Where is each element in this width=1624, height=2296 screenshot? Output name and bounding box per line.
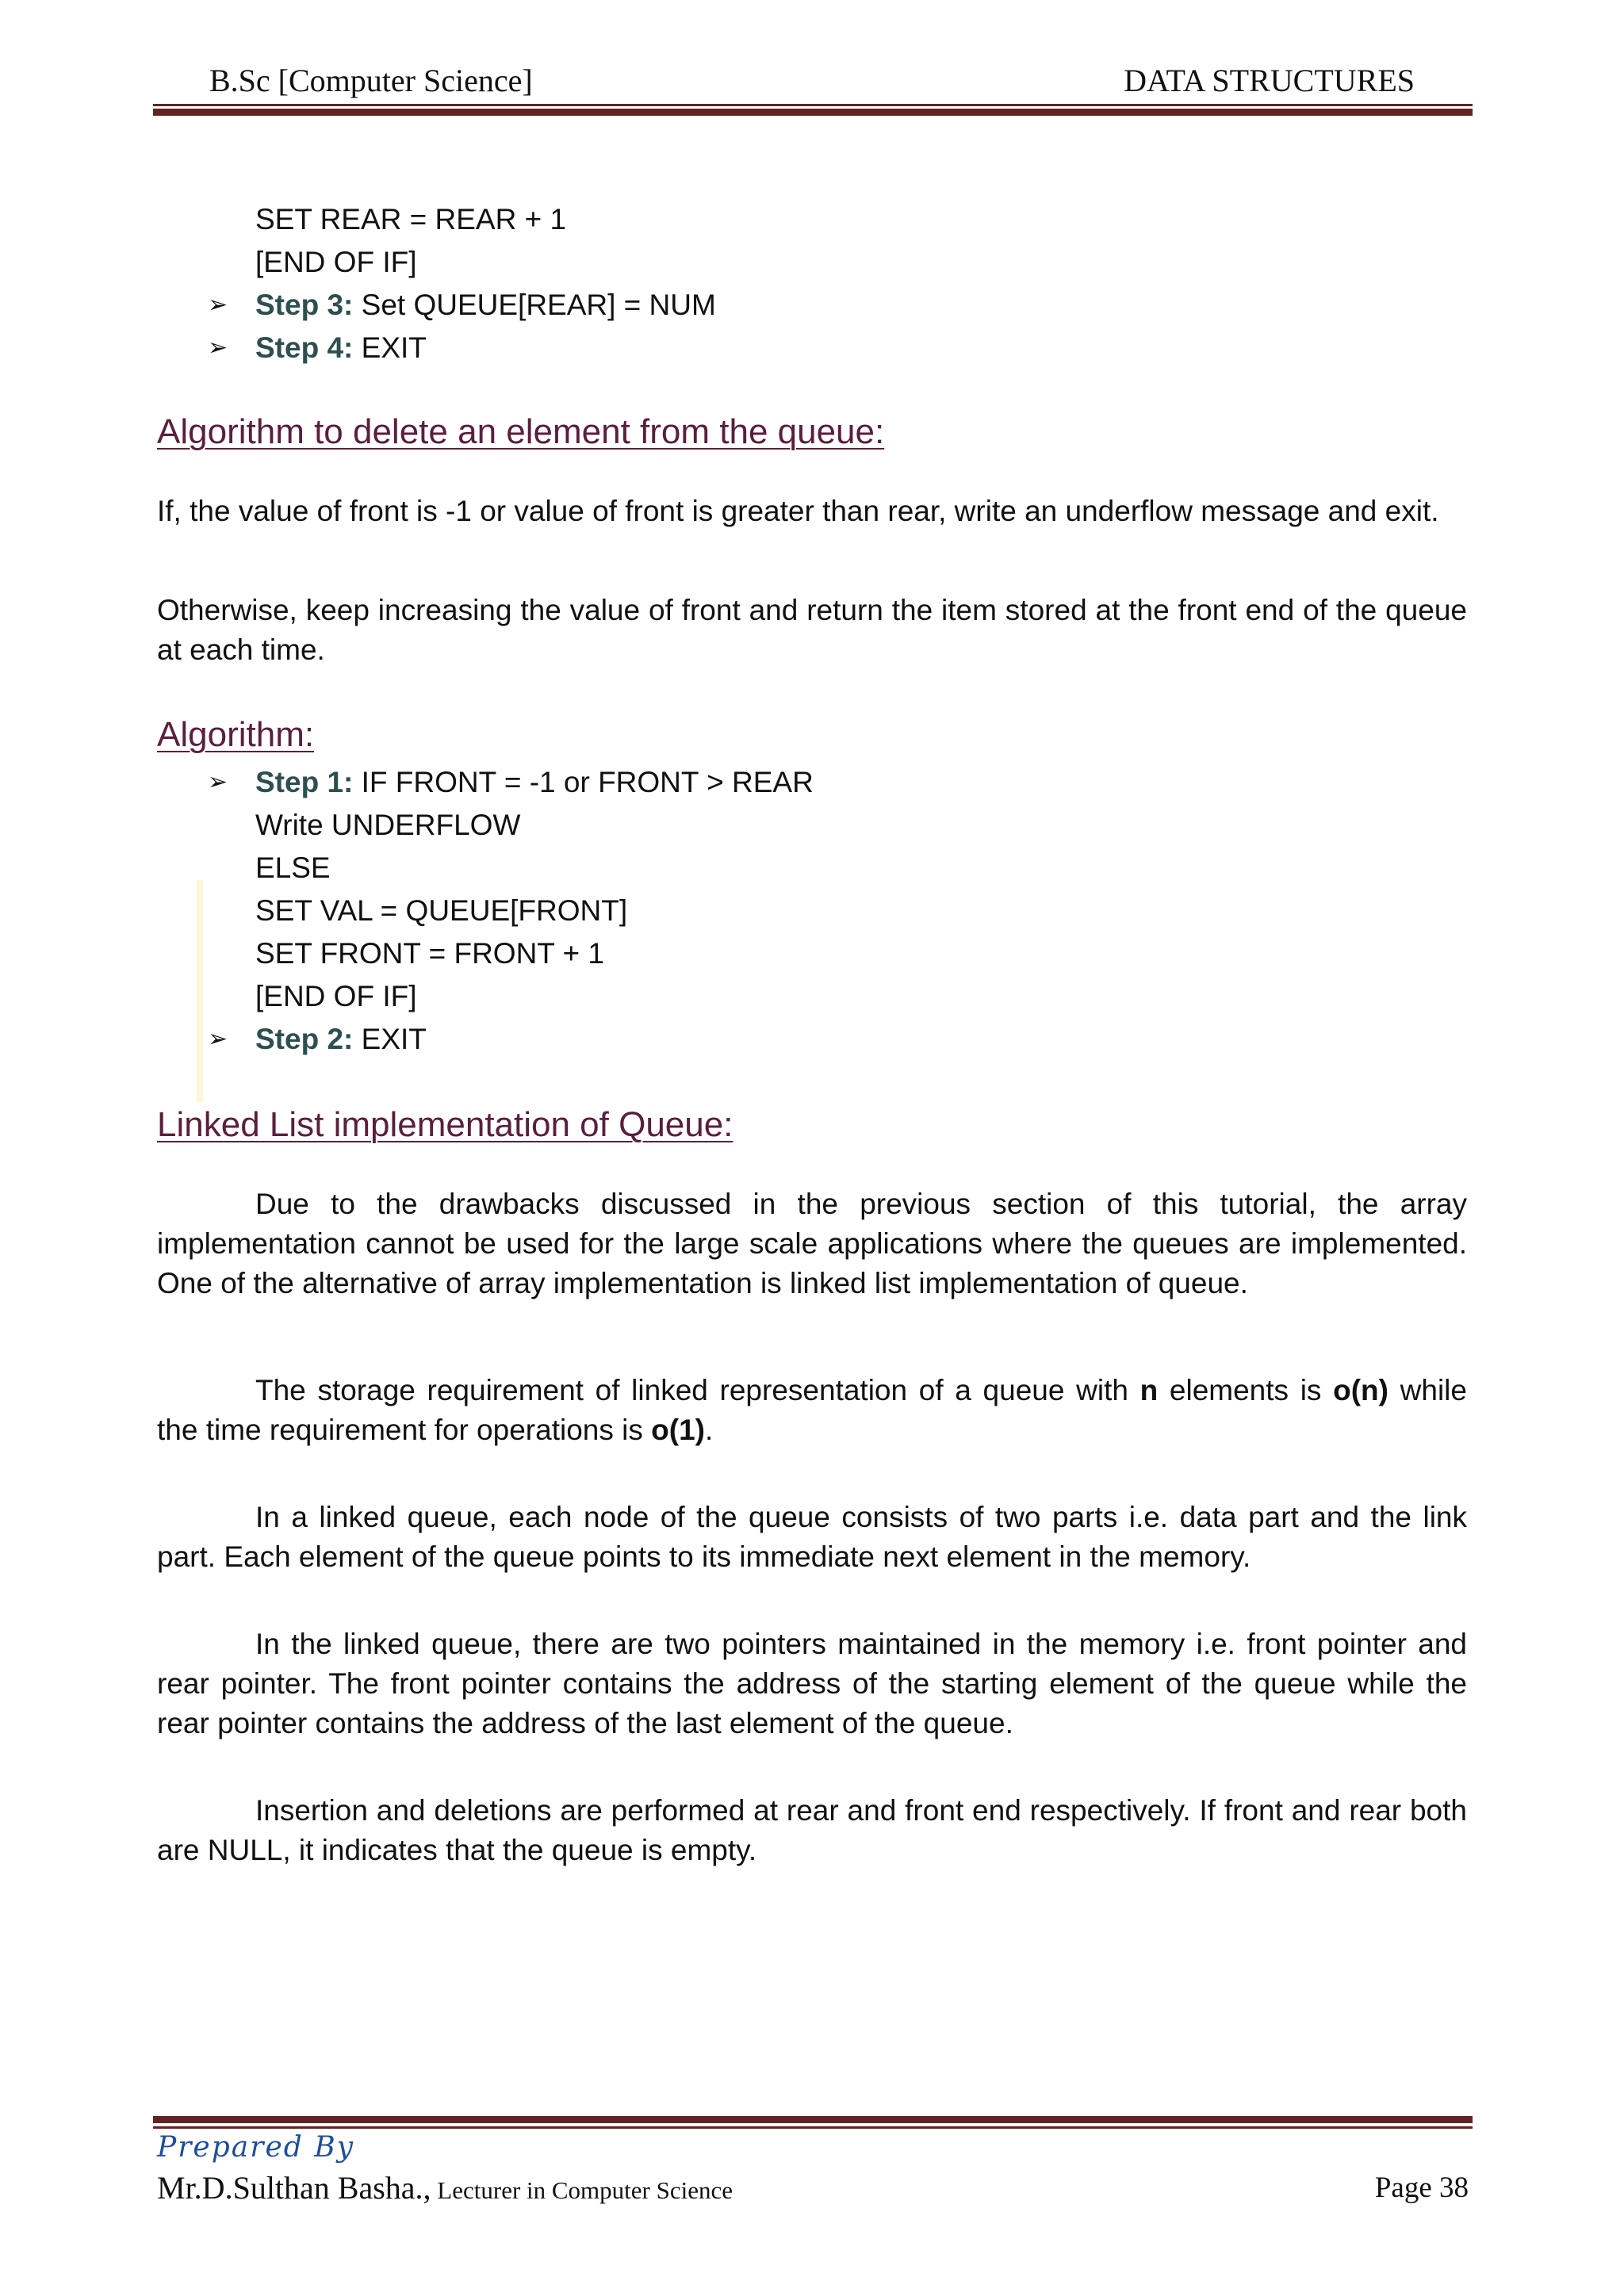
prepared-by-label: Prepared By <box>157 2131 355 2164</box>
step-2 <box>255 1020 427 1059</box>
highlight-mark <box>197 880 203 1102</box>
paragraph: The storage requirement of linked representation of a queue with n elements is o(n) while the time requirement for operations is o(1). <box>157 1374 1467 1446</box>
code-line: [END OF IF] <box>255 246 417 278</box>
step-label: Step 2: <box>255 1023 354 1055</box>
paragraph: In the linked queue, there are two pointers maintained in the memory i.e. front pointer and rear pointer. The front pointer contains the address of the starting element of the queue while the rear pointer contains the address of the last element of the queue. <box>157 1628 1467 1739</box>
paragraph: Due to the drawbacks discussed in the previous section of this tutorial, the array implementation cannot be used for the large scale applications where the queues are implemented. One of the alternative of array implementation is linked list implementation of queue. <box>157 1188 1467 1299</box>
arrow-bullet-icon: ➢ <box>208 292 228 318</box>
step-label: Step 4: <box>255 331 354 364</box>
step-1 <box>255 763 814 802</box>
header-subject: DATA STRUCTURES <box>1124 63 1415 98</box>
code-line: [END OF IF] <box>255 980 417 1012</box>
section-heading-delete: Algorithm to delete an element from the queue: <box>157 412 885 451</box>
paragraph: Otherwise, keep increasing the value of front and return the item stored at the front end of the queue at each time. <box>157 594 1467 666</box>
footer-rule-thin <box>153 2126 1473 2129</box>
code-line: SET REAR = REAR + 1 <box>255 203 567 235</box>
footer-rule-thick <box>153 2116 1473 2123</box>
step-text: EXIT <box>353 1023 427 1055</box>
header-rule-thick <box>153 109 1473 116</box>
page-number: Page 38 <box>1374 2172 1469 2204</box>
step-text: IF FRONT = -1 or FRONT > REAR <box>353 766 814 798</box>
step-text: Set QUEUE[REAR] = NUM <box>353 289 716 321</box>
author-line <box>157 2169 733 2206</box>
section-heading-linked-list: Linked List implementation of Queue: <box>157 1105 733 1144</box>
header-course: B.Sc [Computer Science] <box>209 63 533 98</box>
step-text: EXIT <box>353 331 427 364</box>
code-line: Write UNDERFLOW <box>255 809 521 841</box>
step-3 <box>255 285 716 325</box>
arrow-bullet-icon: ➢ <box>208 769 228 795</box>
author-role: Lecturer in Computer Science <box>431 2176 733 2204</box>
step-label: Step 3: <box>255 289 354 321</box>
code-line: SET VAL = QUEUE[FRONT] <box>255 894 628 927</box>
step-4 <box>255 328 427 368</box>
section-heading-algorithm: Algorithm: <box>157 715 315 754</box>
header-rule-thin <box>153 104 1473 106</box>
code-line: SET FRONT = FRONT + 1 <box>255 937 604 970</box>
paragraph: Insertion and deletions are performed at rear and front end respectively. If front and rear both are NULL, it indicates that the queue is empty. <box>157 1794 1467 1866</box>
step-label: Step 1: <box>255 766 354 798</box>
paragraph: In a linked queue, each node of the queue consists of two parts i.e. data part and the link part. Each element of the queue points to its immediate next element in the memory. <box>157 1501 1467 1573</box>
arrow-bullet-icon: ➢ <box>208 335 228 361</box>
arrow-bullet-icon: ➢ <box>208 1026 228 1052</box>
author-name: Mr.D.Sulthan Basha., <box>157 2170 431 2206</box>
code-line: ELSE <box>255 851 331 884</box>
paragraph: If, the value of front is -1 or value of front is greater than rear, write an underflow message and exit. <box>157 495 1439 527</box>
